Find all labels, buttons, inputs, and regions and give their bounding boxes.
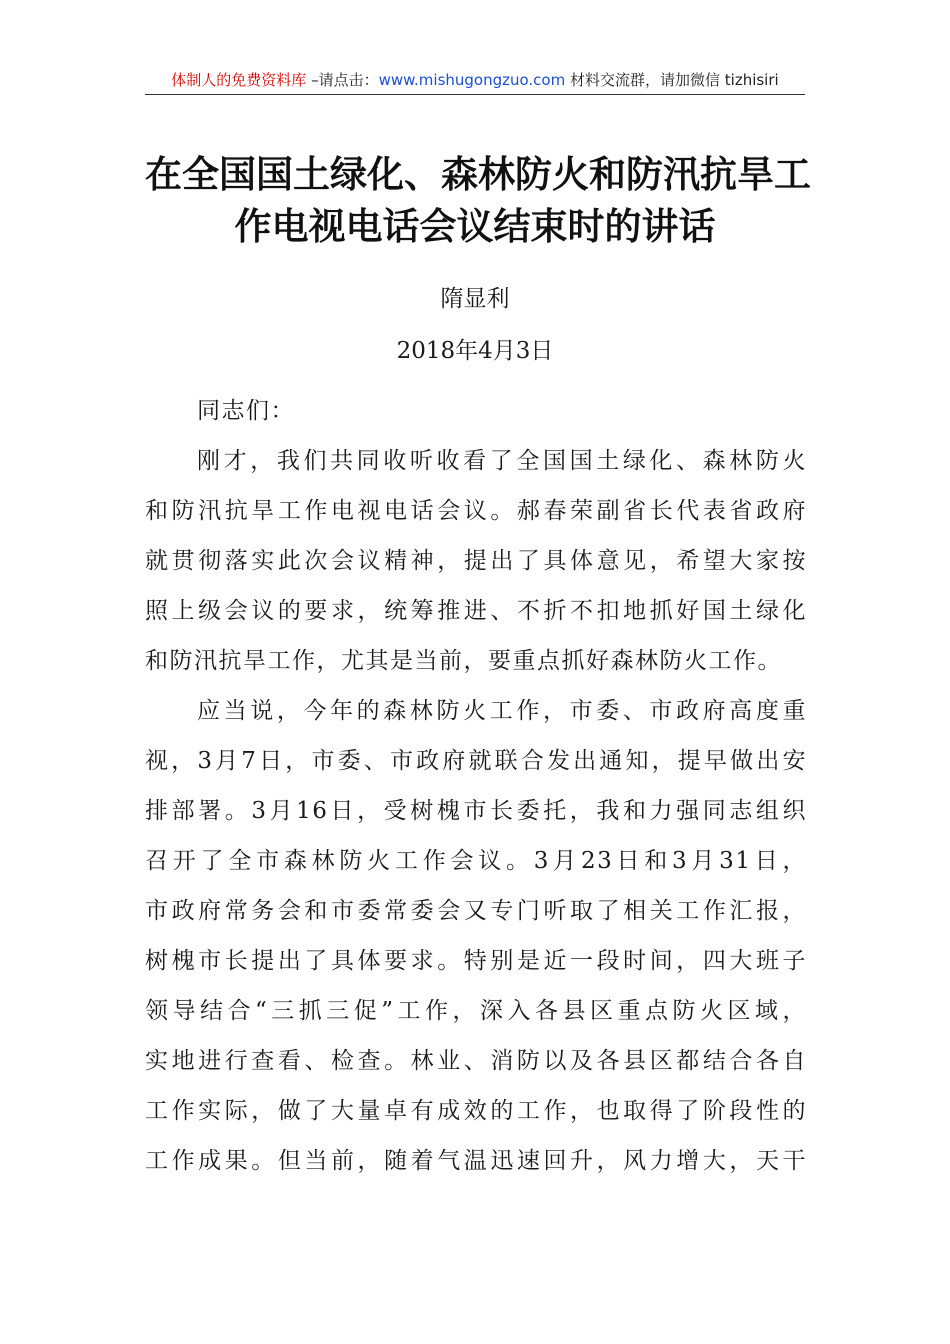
paragraph-line: 和防汛抗旱工作电视电话会议。郝春荣副省长代表省政府	[145, 498, 807, 524]
paragraph-line: 照上级会议的要求，统筹推进、不折不扣地抓好国土绿化	[145, 598, 807, 624]
paragraph-line: 应当说，今年的森林防火工作，市委、市政府高度重	[197, 698, 807, 724]
header-divider	[145, 94, 805, 95]
paragraph-line: 排部署。3月16日，受树槐市长委托，我和力强同志组织	[145, 798, 807, 824]
paragraph-line: 领导结合“三抓三促”工作，深入各县区重点防火区域，	[145, 998, 807, 1024]
salutation: 同志们：	[197, 398, 295, 424]
paragraph-line: 工作成果。但当前，随着气温迅速回升，风力增大，天干	[145, 1148, 807, 1174]
title-line: 作电视电话会议结束时的讲话	[234, 204, 716, 248]
paragraph-line: 刚才，我们共同收听收看了全国国土绿化、森林防火	[197, 448, 807, 474]
paragraph-line: 就贯彻落实此次会议精神，提出了具体意见，希望大家按	[145, 548, 807, 574]
header-brand: 体制人的免费资料库	[171, 71, 307, 89]
page-header	[145, 70, 805, 90]
header-url-link[interactable]: www.mishugongzuo.com	[378, 71, 566, 89]
paragraph-line: 和防汛抗旱工作，尤其是当前，要重点抓好森林防火工作。	[145, 648, 782, 674]
speech-date: 2018年4月3日	[396, 338, 554, 364]
title-line: 在全国国土绿化、森林防火和防汛抗旱工	[145, 152, 811, 196]
document-title	[145, 148, 811, 252]
author-name: 隋显利	[440, 286, 510, 312]
paragraph-line: 树槐市长提出了具体要求。特别是近一段时间，四大班子	[145, 948, 807, 974]
paragraph-line: 召开了全市森林防火工作会议。3月23日和3月31日，	[145, 848, 807, 874]
paragraph-line: 市政府常务会和市委常委会又专门听取了相关工作汇报，	[145, 898, 807, 924]
paragraph-line: 视，3月7日，市委、市政府就联合发出通知，提早做出安	[145, 748, 807, 774]
paragraph-line: 工作实际，做了大量卓有成效的工作，也取得了阶段性的	[145, 1098, 807, 1124]
header-prompt: –请点击：	[306, 71, 379, 89]
document-body	[145, 386, 807, 1186]
paragraph-line: 实地进行查看、检查。林业、消防以及各县区都结合各自	[145, 1048, 807, 1074]
header-contact: 材料交流群，请加微信 tizhisiri	[565, 71, 779, 89]
